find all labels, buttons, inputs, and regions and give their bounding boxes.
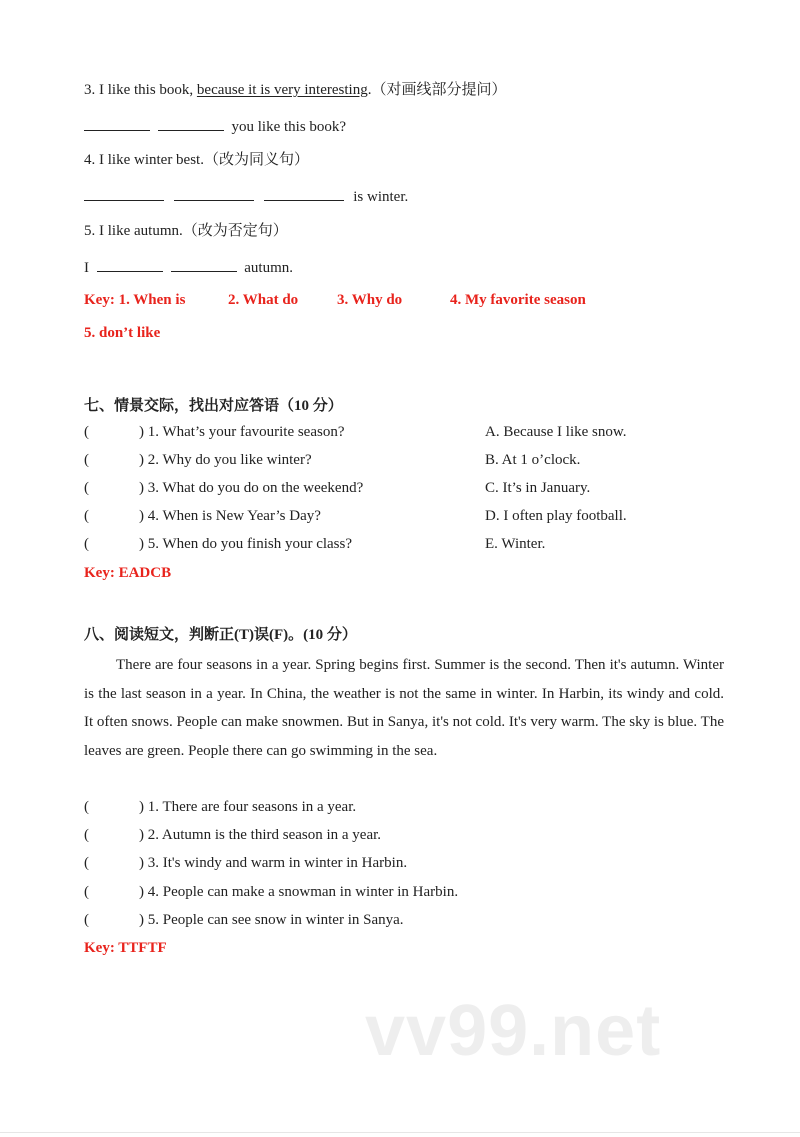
answer-line-6-3: you like this book? bbox=[84, 116, 346, 137]
question-6-3: 3. I like this book, because it is very interesting.（对画线部分提问） bbox=[84, 82, 507, 98]
matching-answer: B. At 1 o’clock. bbox=[485, 452, 581, 468]
true-false-row: ( ) 2. Autumn is the third season in a year. bbox=[84, 827, 382, 843]
answer-line-6-5: I autumn. bbox=[84, 257, 293, 278]
true-false-row: ( ) 3. It's windy and warm in winter in Harbin. bbox=[84, 855, 408, 871]
matching-answer: D. I often play football. bbox=[485, 508, 627, 524]
answer-blank[interactable] bbox=[84, 116, 150, 131]
reading-passage: There are four seasons in a year. Spring begins first. Summer is the second. Then it's autumn. Winter is the last season in a year. In China, the weather is not the same in winter. In Harbin, its windy and cold. It often snows. People can make snowmen. But in Sanya, it's not cold. It's very warm. The sky is blue. The leaves are green. People there can go swimming in the sea. bbox=[84, 657, 724, 759]
answer-blank[interactable] bbox=[174, 186, 254, 201]
true-false-row: ( ) 5. People can see snow in winter in Sanya. bbox=[84, 912, 404, 928]
section-8-heading: 八、阅读短文，判断正(T)误(F)。(10 分） bbox=[84, 627, 357, 643]
answer-key-6-2: 2. What do bbox=[228, 292, 299, 308]
answer-key-6: Key: 1. When is bbox=[84, 292, 186, 308]
answer-line-6-4: is winter. bbox=[84, 186, 408, 207]
section-7-heading: 七、情景交际，找出对应答语（10 分） bbox=[84, 398, 343, 414]
answer-blank[interactable] bbox=[171, 257, 237, 272]
answer-key-8: Key: TTFTF bbox=[84, 940, 167, 956]
matching-row: ( ) 3. What do you do on the weekend? bbox=[84, 480, 364, 496]
answer-key-6-5: 5. don’t like bbox=[84, 325, 161, 341]
matching-answer: C. It’s in January. bbox=[485, 480, 591, 496]
matching-row: ( ) 1. What’s your favourite season? bbox=[84, 424, 345, 440]
question-6-5: 5. I like autumn.（改为否定句） bbox=[84, 223, 288, 239]
answer-key-7: Key: EADCB bbox=[84, 565, 172, 581]
question-6-4: 4. I like winter best.（改为同义句） bbox=[84, 152, 309, 168]
page-divider bbox=[0, 1132, 800, 1133]
matching-row: ( ) 4. When is New Year’s Day? bbox=[84, 508, 321, 524]
answer-blank[interactable] bbox=[264, 186, 344, 201]
answer-blank[interactable] bbox=[84, 186, 164, 201]
matching-answer: A. Because I like snow. bbox=[485, 424, 627, 440]
true-false-row: ( ) 4. People can make a snowman in winter in Harbin. bbox=[84, 884, 459, 900]
answer-key-6-4: 4. My favorite season bbox=[450, 292, 586, 308]
matching-answer: E. Winter. bbox=[485, 536, 546, 552]
answer-blank[interactable] bbox=[158, 116, 224, 131]
answer-blank[interactable] bbox=[97, 257, 163, 272]
matching-row: ( ) 5. When do you finish your class? bbox=[84, 536, 353, 552]
matching-row: ( ) 2. Why do you like winter? bbox=[84, 452, 312, 468]
underlined-phrase: because it is very interesting bbox=[196, 82, 368, 98]
watermark: vv99.net bbox=[365, 991, 662, 1071]
answer-key-6-3: 3. Why do bbox=[337, 292, 403, 308]
true-false-row: ( ) 1. There are four seasons in a year. bbox=[84, 799, 357, 815]
